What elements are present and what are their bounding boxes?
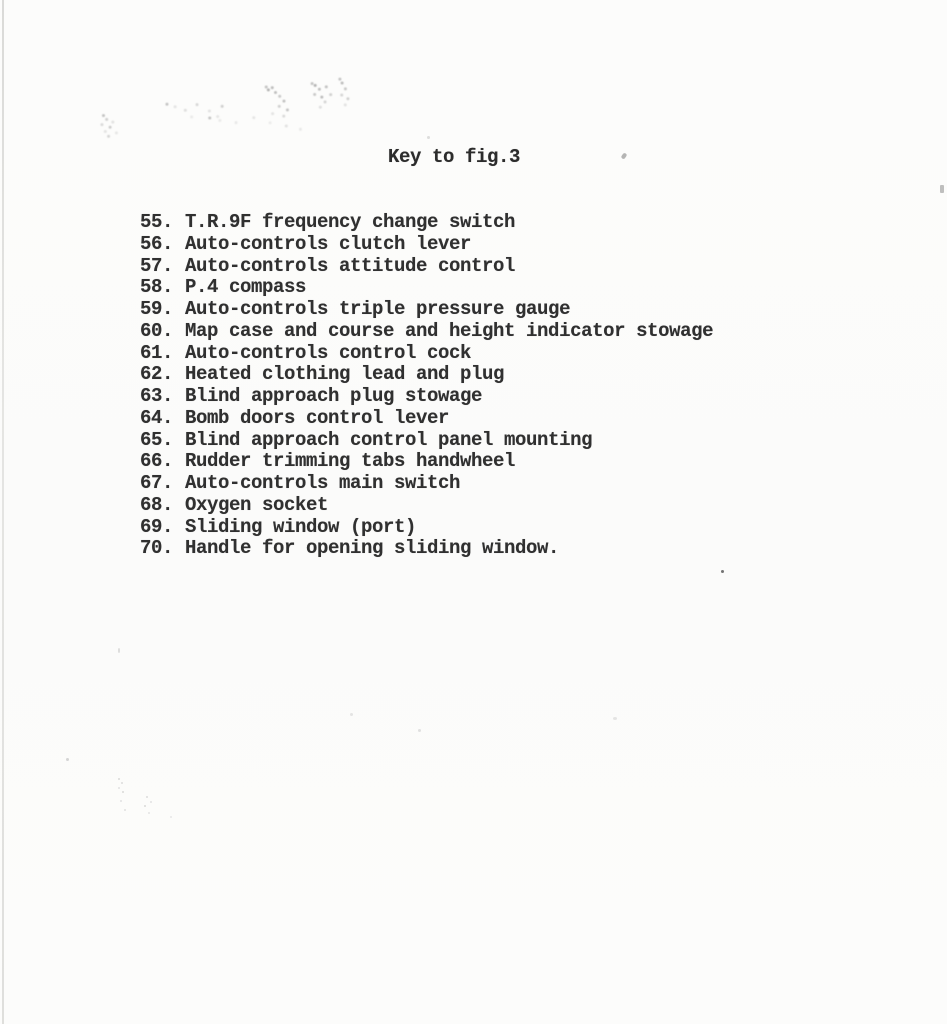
smudge-speckles bbox=[165, 103, 168, 106]
stray-ink-dot bbox=[350, 713, 353, 716]
stray-ink-dot bbox=[66, 758, 69, 761]
item-number: 60. bbox=[140, 319, 174, 342]
item-label: Blind approach control panel mounting bbox=[185, 428, 593, 451]
figure-key-list bbox=[140, 212, 713, 560]
item-number: 64. bbox=[140, 406, 174, 429]
item-label: Auto-controls control cock bbox=[185, 341, 472, 364]
ink-smudge bbox=[87, 75, 352, 151]
item-label: Blind approach plug stowage bbox=[185, 385, 483, 407]
item-number: 66. bbox=[140, 450, 174, 473]
item-label: Rudder trimming tabs handwheel bbox=[185, 450, 516, 473]
smudge-speckles bbox=[338, 78, 341, 81]
stray-ink-mark bbox=[940, 185, 944, 193]
list-item bbox=[140, 234, 713, 256]
item-label: T.R.9F frequency change switch bbox=[185, 211, 516, 233]
list-item bbox=[140, 451, 713, 473]
list-item bbox=[140, 212, 713, 234]
list-item bbox=[140, 538, 713, 560]
list-item bbox=[140, 364, 713, 386]
stray-ink-dot bbox=[613, 717, 617, 720]
item-number: 57. bbox=[140, 254, 174, 277]
item-label: Heated clothing lead and plug bbox=[185, 363, 505, 386]
list-item bbox=[140, 321, 713, 343]
item-label: Oxygen socket bbox=[185, 493, 329, 516]
item-number: 69. bbox=[140, 515, 174, 538]
item-number: 59. bbox=[140, 298, 174, 320]
item-label: Map case and course and height indicator stowage bbox=[185, 319, 714, 342]
smudge-speckles bbox=[265, 85, 268, 88]
item-number: 68. bbox=[140, 493, 174, 516]
item-number: 56. bbox=[140, 232, 174, 255]
item-label: Auto-controls attitude control bbox=[185, 254, 516, 277]
list-item bbox=[140, 473, 713, 495]
list-item bbox=[140, 430, 713, 452]
page-title: Key to fig.3 bbox=[388, 146, 521, 168]
scanner-edge-line bbox=[2, 0, 4, 1024]
item-label: Auto-controls clutch lever bbox=[185, 232, 472, 255]
smudge-speckles bbox=[102, 114, 105, 117]
item-number: 55. bbox=[140, 211, 174, 233]
list-item bbox=[140, 299, 713, 321]
list-item bbox=[140, 495, 713, 517]
stray-ink-dot bbox=[721, 570, 724, 573]
stray-ink-mark bbox=[621, 152, 628, 159]
list-item bbox=[140, 256, 713, 278]
list-item bbox=[140, 386, 713, 408]
stray-ink-dot bbox=[118, 648, 120, 653]
item-label: P.4 compass bbox=[185, 276, 307, 299]
item-label: Sliding window (port) bbox=[185, 515, 417, 538]
item-label: Handle for opening sliding window. bbox=[185, 537, 560, 560]
item-number: 65. bbox=[140, 428, 174, 451]
smudge-speckles bbox=[311, 82, 314, 85]
item-number: 58. bbox=[140, 276, 174, 299]
smudge-speckles bbox=[208, 116, 211, 119]
stray-ink-dot bbox=[418, 729, 421, 732]
list-item bbox=[140, 343, 713, 365]
item-number: 67. bbox=[140, 472, 174, 494]
item-label: Auto-controls main switch bbox=[185, 472, 461, 494]
item-label: Bomb doors control lever bbox=[185, 406, 450, 429]
faint-speckle-cluster bbox=[118, 778, 120, 780]
list-item bbox=[140, 408, 713, 430]
item-number: 63. bbox=[140, 385, 174, 407]
item-number: 61. bbox=[140, 341, 174, 364]
list-item bbox=[140, 517, 713, 539]
item-number: 62. bbox=[140, 363, 174, 386]
stray-ink-dot bbox=[427, 136, 430, 139]
item-number: 70. bbox=[140, 537, 174, 560]
item-label: Auto-controls triple pressure gauge bbox=[185, 298, 571, 320]
list-item bbox=[140, 277, 713, 299]
